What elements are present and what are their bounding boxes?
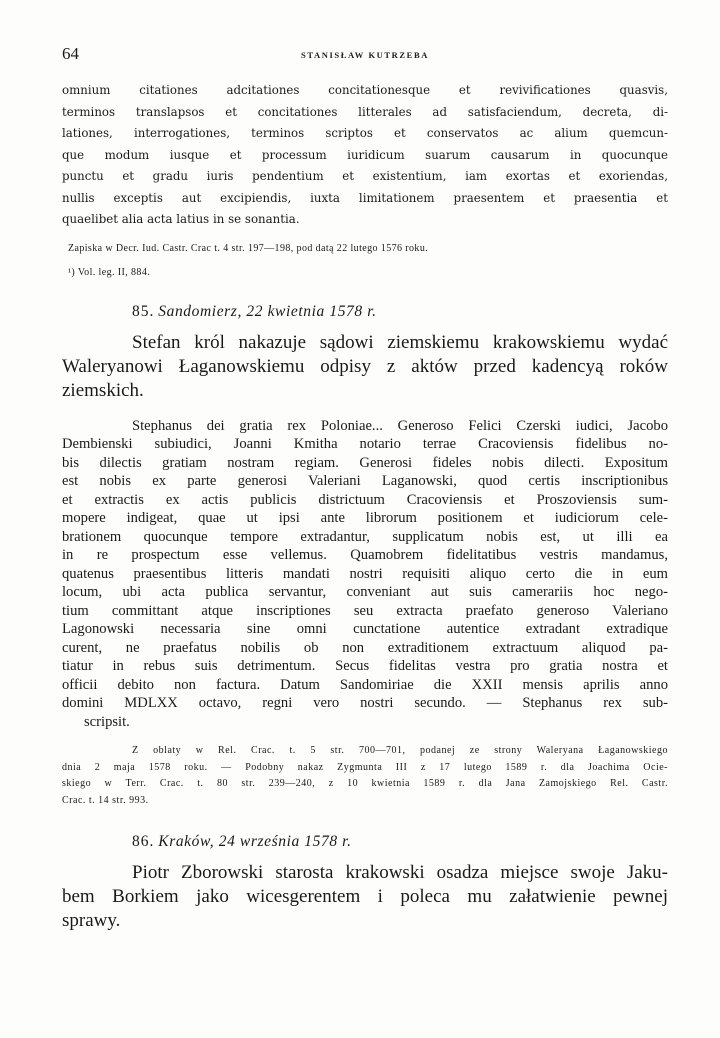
summary-line: Waleryanowi Łaganowskiemu odpisy z aktów przed kadencyą roków [62,355,668,377]
text-line: quatenus praesentibus litteris mandati nostri requisiti aliquo certo die in eum [62,565,668,582]
document-place-date: Sandomierz, 22 kwietnia 1578 r. [158,302,377,320]
text-line: nullis exceptis aut excipiendis, iuxta limitationem praesentem et praesentia et [62,190,668,205]
text-line: est nobis ex parte generosi Valeriani Laganowski, quod certis inscriptionibus [62,473,668,489]
text-line: curent, ne praefatus nobilis ob non extraditionem extractuum aliquod pa- [62,639,668,656]
text-line: in re prospectum esse vellemus. Quamobrem fidelitatibus vestris mandamus, [62,547,668,563]
document-85-heading [132,303,668,321]
text-line: locum, ubi acta publica servantur, conveniant aut suis camerariis hoc nego- [62,584,668,600]
text-line: mopere indigeat, quae ut ipsi ante librorum positionem et iudiciorum cele- [62,510,668,526]
summary-line: ziemskich. [62,379,144,401]
text-line: bis dilectis gratiam nostram regiam. Generosi fideles nobis dilecti. Expositum [62,454,668,471]
page-header [62,44,668,64]
source-line: Crac. t. 14 str. 993. [62,794,149,806]
text-line: Stephanus dei gratia rex Poloniae... Generoso Felici Czerski iudici, Jacobo [132,417,668,434]
text-line: que modum iusque et processum iuridicum suarum causarum in quocunque [62,147,668,162]
document-place-date: Kraków, 24 września 1578 r. [158,833,352,850]
summary-line: Stefan król nakazuje sądowi ziemskiemu krakowskiemu wydać [132,331,668,353]
source-note: Zapiska w Decr. Iud. Castr. Crac t. 4 str. 197—198, pod datą 22 lutego 1576 roku. [68,242,429,254]
text-line: quaelibet alia acta latius in se sonantia. [62,212,300,226]
text-line: brationem quocunque tempore extradantur, supplicatum nobis est, ut illi ea [62,528,668,545]
document-86-heading [132,833,668,851]
source-line: Z oblaty w Rel. Crac. t. 5 str. 700—701, podanej ze strony Waleryana Łaganowskiego [132,745,668,756]
text-line: scripsit. [84,713,130,730]
document-85-text [62,417,668,732]
text-line: officii debito non factura. Datum Sandomiriae die XXII mensis aprilis anno [62,676,668,693]
source-line: skiego w Terr. Crac. t. 80 str. 239—240, z 10 kwietnia 1589 r. dla Jana Zamojskiego Rel. Castr. [62,778,668,789]
text-line: tium committant atque inscriptiones seu extracta praefato generoso Valeriano [62,602,668,619]
document-85-source [62,743,668,809]
document-85-summary [62,331,668,403]
summary-line: sprawy. [62,910,121,931]
text-line: domini MDLXX octavo, regni vero nostri secundo. — Stephanus rex sub- [62,695,668,711]
document-number: 86. [132,833,155,850]
document-number: 85. [132,302,155,320]
source-line: dnia 2 maja 1578 roku. — Podobny nakaz Zygmunta III z 17 lutego 1589 r. dla Joachima Ocie- [62,761,668,773]
text-line: punctu et gradu iuris pendentium et existentium, iam exortas et exoriendas, [62,169,668,183]
text-line: Lagonowski necessaria sine omni cunctatione autentice extradant extradique [62,621,668,637]
text-line: Dembienski subiudici, Joanni Kmitha notario terrae Cracoviensis fidelibus no- [62,436,668,452]
summary-line: bem Borkiem jako wicesgerentem i poleca mu załatwienie pewnej [62,886,668,907]
text-line: tiatur in rebus suis detrimentum. Secus fidelitas vestra pro gratia nostra et [62,658,668,674]
text-line: lationes, interrogationes, terminos scriptos et conservatos ac alium quemcun- [62,126,668,140]
page-number: 64 [62,44,79,63]
document-86-summary [62,861,668,933]
continued-latin-text [62,80,668,231]
page-content [62,80,668,933]
summary-line: Piotr Zborowski starosta krakowski osadza miejsce swoje Jaku- [132,862,668,883]
text-line: et extractis ex actis publicis districtuum Cracoviensis et Proszoviensis sum- [62,491,668,508]
footnote: ¹) Vol. leg. II, 884. [68,266,151,278]
text-line: terminos translapsos et concitationes litterales ad satisfaciendum, decreta, di- [62,104,668,119]
running-head: STANISŁAW KUTRZEBA [301,50,429,60]
text-line: omnium citationes adcitationes concitationesque et revivificationes quasvis, [62,83,668,97]
